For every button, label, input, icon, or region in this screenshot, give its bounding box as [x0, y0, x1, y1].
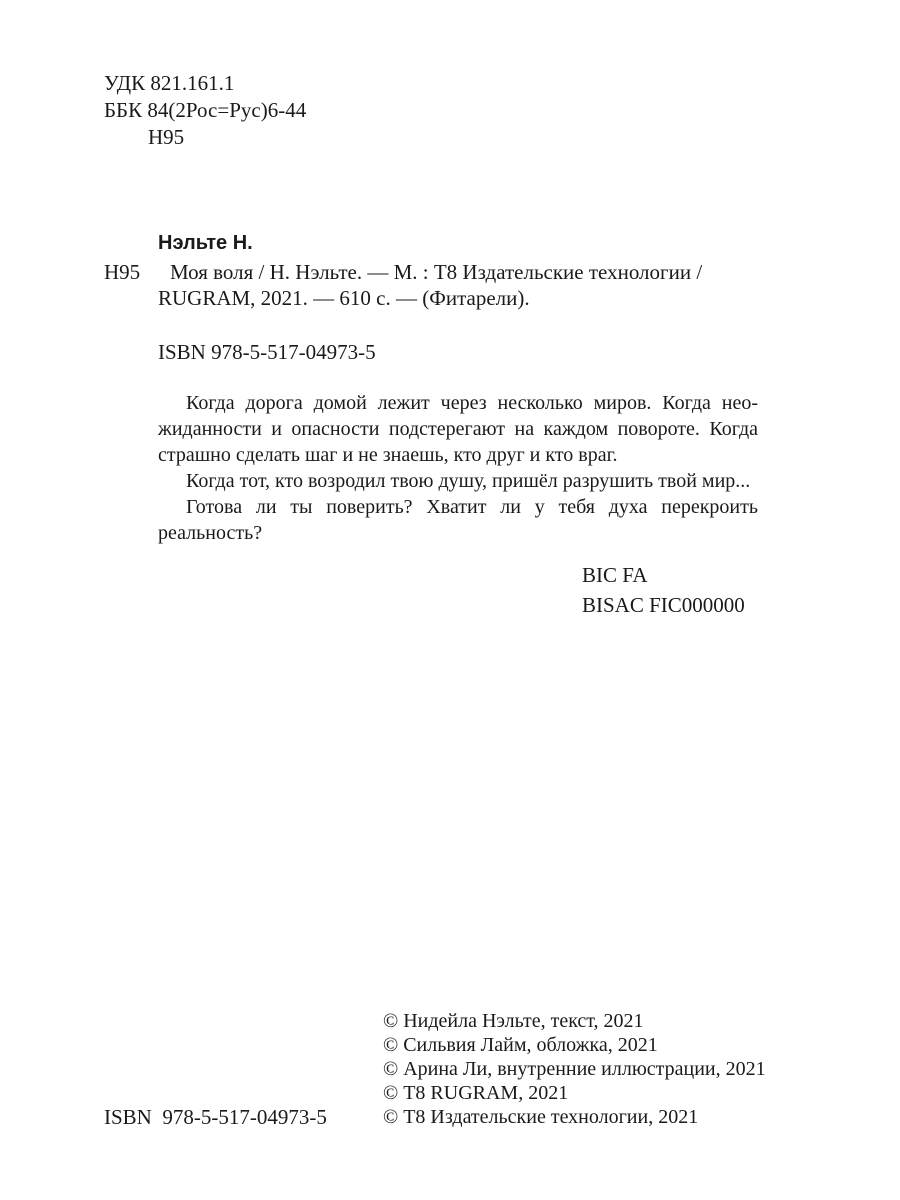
author-heading: Нэльте Н. [158, 232, 253, 254]
author-sign-top: Н95 [148, 125, 185, 149]
isbn-record: ISBN 978-5-517-04973-5 [158, 340, 376, 364]
bic-code: BIC FA [582, 563, 648, 587]
annotation-paragraph: Когда тот, кто возродил твою душу, пришёл разрушить твой мир... [186, 470, 751, 492]
copyright-line: © Нидейла Нэльте, текст, 2021 [383, 1010, 644, 1032]
classification-block [104, 70, 306, 151]
annotation-paragraph: Когда дорога домой лежит через несколько миров. Когда нео-жиданности и опасности подстерегают на каждом повороте. Когда страшно сделать шаг и не знаешь, кто друг и кто враг. [158, 392, 758, 466]
copyright-line: © Т8 RUGRAM, 2021 [383, 1082, 569, 1104]
copyright-list [383, 1008, 766, 1128]
isbn-footer: ISBN 978-5-517-04973-5 [104, 1105, 327, 1129]
bibliographic-description [158, 259, 760, 311]
udk-code: УДК 821.161.1 [104, 71, 235, 95]
biblio-line-1: Моя воля / Н. Нэльте. — М. : Т8 Издательские технологии / [170, 260, 703, 284]
bisac-code: BISAC FIC000000 [582, 593, 745, 617]
subject-codes [582, 562, 745, 622]
author-sign-record: Н95 [104, 260, 141, 284]
annotation-paragraph: Готова ли ты поверить? Хватит ли у тебя духа перекроить реальность? [158, 496, 758, 544]
copyright-line: © Т8 Издательские технологии, 2021 [383, 1106, 699, 1128]
copyright-line: © Арина Ли, внутренние иллюстрации, 2021 [383, 1058, 766, 1080]
bbk-code: ББК 84(2Рос=Рус)6-44 [104, 98, 307, 122]
annotation [158, 390, 758, 546]
copyright-line: © Сильвия Лайм, обложка, 2021 [383, 1034, 658, 1056]
biblio-line-2: RUGRAM, 2021. — 610 с. — (Фитарели). [158, 286, 530, 310]
